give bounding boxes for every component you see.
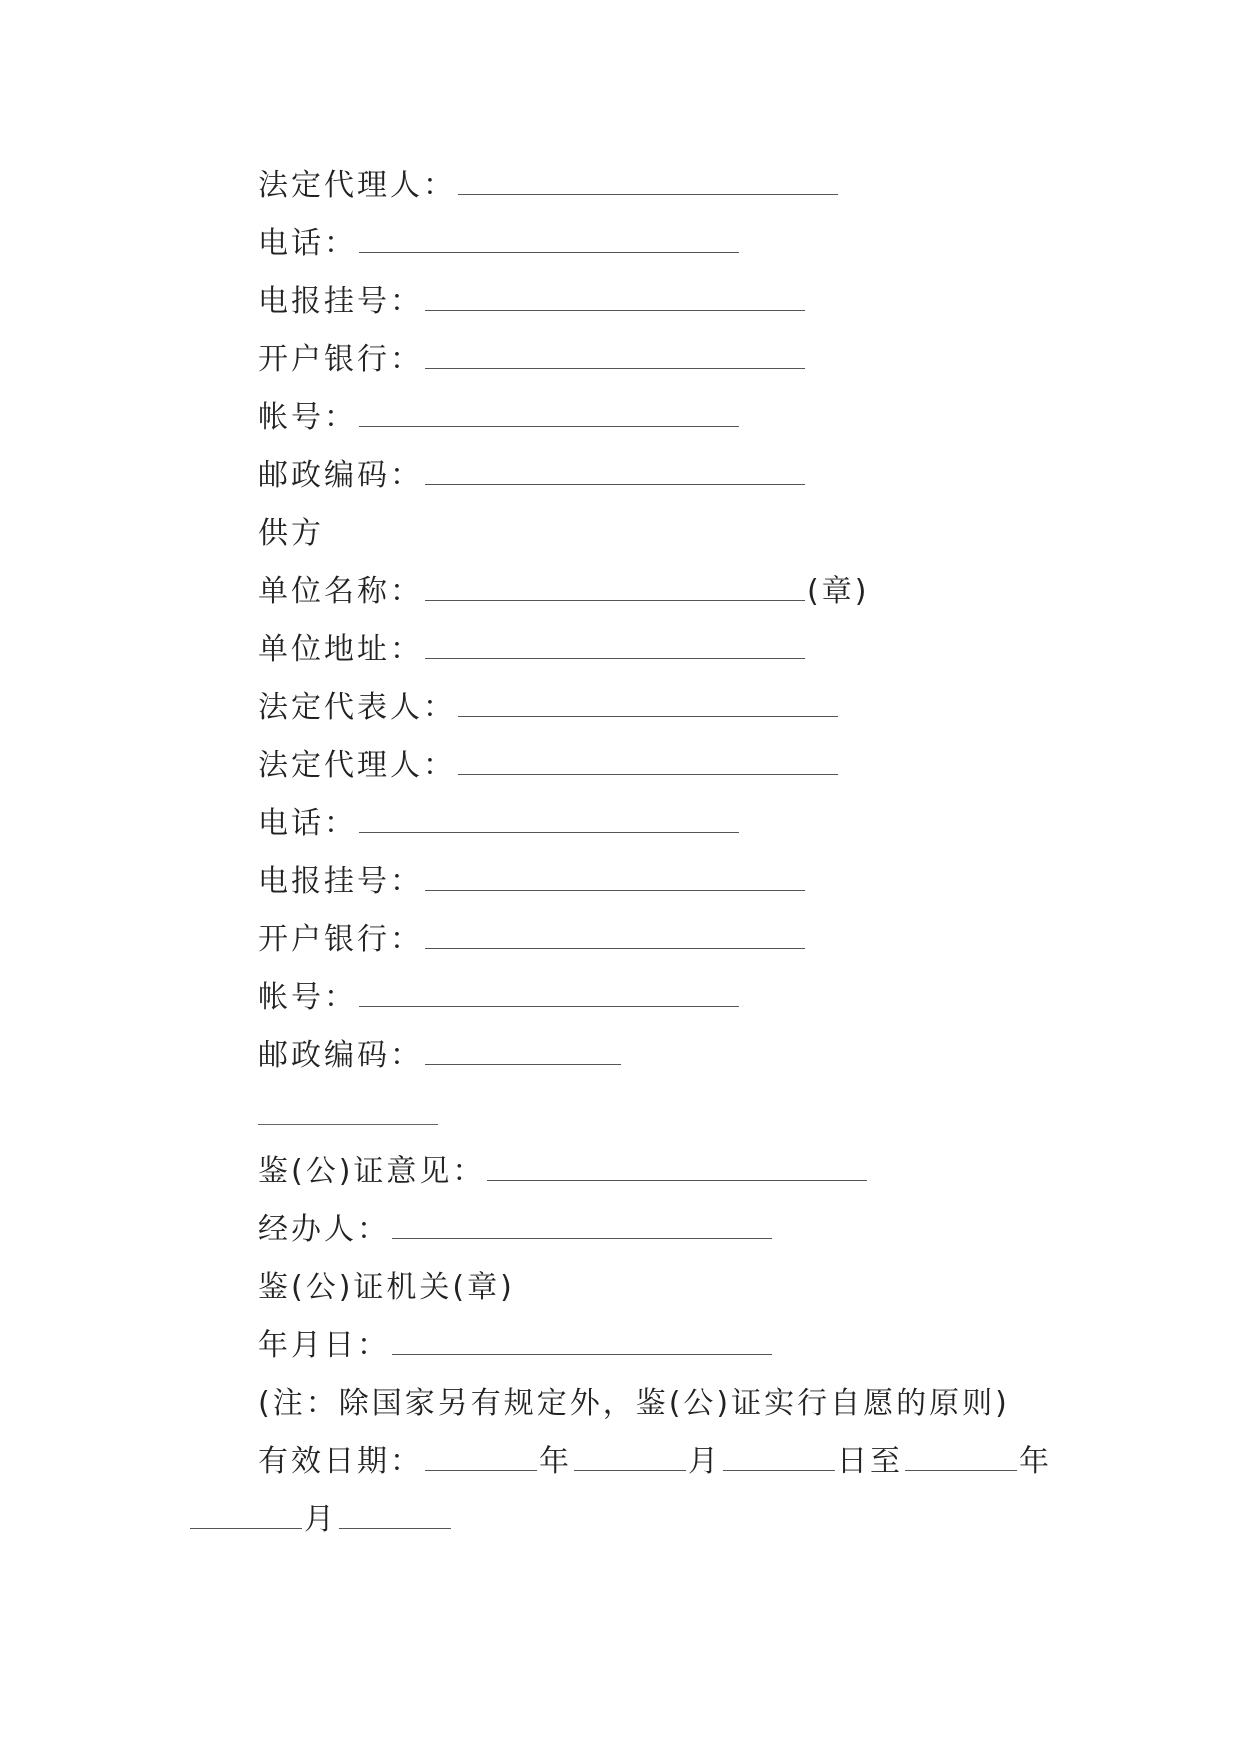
validity-day-field[interactable] xyxy=(723,1443,835,1471)
supplier-postcode-field[interactable] xyxy=(425,1037,621,1065)
buyer-phone-label: 电话： xyxy=(258,226,357,261)
validity-year2-field[interactable] xyxy=(905,1443,1017,1471)
validity-month-label: 月 xyxy=(688,1444,721,1479)
supplier-telegraph-label: 电报挂号： xyxy=(258,864,423,899)
supplier-seal-label: (章) xyxy=(807,574,870,609)
supplier-telegraph-field[interactable] xyxy=(425,863,805,891)
validity-year-field[interactable] xyxy=(425,1443,537,1471)
buyer-legal-agent-row xyxy=(258,166,840,206)
supplier-legal-agent-field[interactable] xyxy=(458,747,838,775)
supplier-bank-field[interactable] xyxy=(425,921,805,949)
notary-authority-row xyxy=(258,1268,515,1308)
supplier-account-label: 帐号： xyxy=(258,980,357,1015)
supplier-legal-agent-label: 法定代理人： xyxy=(258,748,456,783)
supplier-unit-name-field[interactable] xyxy=(425,573,805,601)
buyer-account-field[interactable] xyxy=(359,399,739,427)
section-divider xyxy=(258,1124,438,1125)
buyer-telegraph-label: 电报挂号： xyxy=(258,284,423,319)
supplier-postcode-row xyxy=(258,1036,623,1076)
supplier-bank-row xyxy=(258,920,807,960)
supplier-unit-address-field[interactable] xyxy=(425,631,805,659)
validity-day2-field[interactable] xyxy=(339,1501,451,1529)
validity-month2-label: 月 xyxy=(304,1502,337,1537)
supplier-unit-name-row xyxy=(258,572,869,612)
buyer-bank-row xyxy=(258,340,807,380)
buyer-telegraph-row xyxy=(258,282,807,322)
supplier-telegraph-row xyxy=(258,862,807,902)
validity-row-2 xyxy=(188,1500,453,1540)
supplier-bank-label: 开户银行： xyxy=(258,922,423,957)
supplier-heading-row xyxy=(258,514,324,554)
supplier-unit-name-label: 单位名称： xyxy=(258,574,423,609)
buyer-telegraph-field[interactable] xyxy=(425,283,805,311)
validity-label: 有效日期： xyxy=(258,1444,423,1479)
supplier-legal-rep-field[interactable] xyxy=(458,689,838,717)
buyer-account-label: 帐号： xyxy=(258,400,357,435)
buyer-legal-agent-label: 法定代理人： xyxy=(258,168,456,203)
notary-handler-field[interactable] xyxy=(392,1211,772,1239)
validity-month2-field[interactable] xyxy=(190,1501,302,1529)
buyer-bank-field[interactable] xyxy=(425,341,805,369)
notary-handler-row xyxy=(258,1210,774,1250)
buyer-phone-field[interactable] xyxy=(359,225,739,253)
notary-opinion-row xyxy=(258,1152,869,1192)
validity-month-field[interactable] xyxy=(574,1443,686,1471)
supplier-unit-address-row xyxy=(258,630,807,670)
validity-year2-label: 年 xyxy=(1019,1444,1052,1479)
buyer-legal-agent-field[interactable] xyxy=(458,167,838,195)
buyer-postcode-label: 邮政编码： xyxy=(258,458,423,493)
supplier-heading: 供方 xyxy=(258,516,324,551)
supplier-phone-row xyxy=(258,804,741,844)
supplier-legal-agent-row xyxy=(258,746,840,786)
validity-row xyxy=(258,1442,1052,1482)
supplier-legal-rep-label: 法定代表人： xyxy=(258,690,456,725)
supplier-unit-address-label: 单位地址： xyxy=(258,632,423,667)
supplier-account-row xyxy=(258,978,741,1018)
supplier-phone-label: 电话： xyxy=(258,806,357,841)
buyer-account-row xyxy=(258,398,741,438)
supplier-postcode-label: 邮政编码： xyxy=(258,1038,423,1073)
supplier-phone-field[interactable] xyxy=(359,805,739,833)
notary-authority-label: 鉴(公)证机关(章) xyxy=(258,1270,515,1305)
buyer-phone-row xyxy=(258,224,741,264)
notary-opinion-label: 鉴(公)证意见： xyxy=(258,1154,486,1189)
validity-year-label: 年 xyxy=(539,1444,572,1479)
notary-opinion-field[interactable] xyxy=(487,1153,867,1181)
buyer-postcode-row xyxy=(258,456,807,496)
buyer-postcode-field[interactable] xyxy=(425,457,805,485)
notary-date-field[interactable] xyxy=(392,1327,772,1355)
notary-note-row xyxy=(258,1384,1010,1424)
notary-date-label: 年月日： xyxy=(258,1328,390,1363)
buyer-bank-label: 开户银行： xyxy=(258,342,423,377)
supplier-account-field[interactable] xyxy=(359,979,739,1007)
supplier-legal-rep-row xyxy=(258,688,840,728)
notary-date-row xyxy=(258,1326,774,1366)
notary-note: (注：除国家另有规定外，鉴(公)证实行自愿的原则) xyxy=(258,1386,1010,1421)
notary-handler-label: 经办人： xyxy=(258,1212,390,1247)
validity-day-to-label: 日至 xyxy=(837,1444,903,1479)
